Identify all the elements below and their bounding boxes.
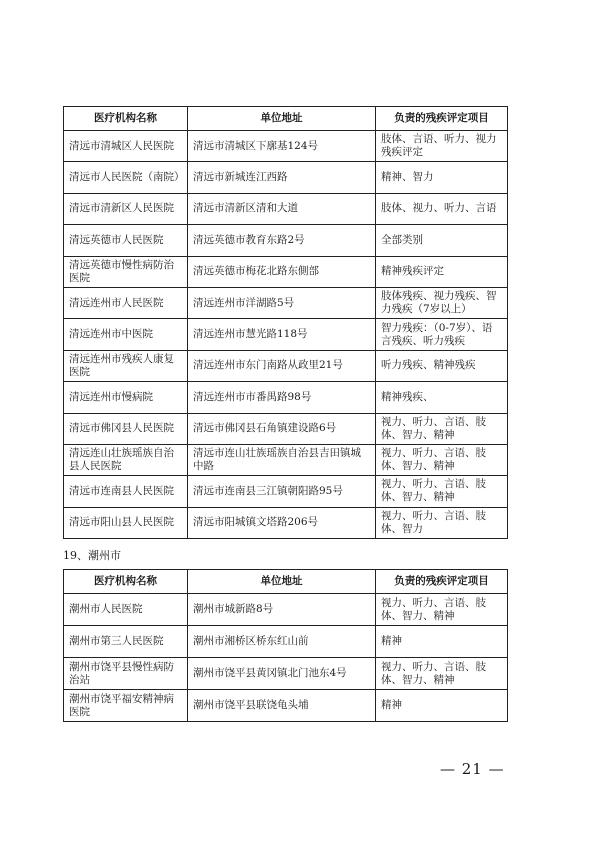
cell-assessment-items: 听力残疾、精神残疾 [376, 350, 508, 381]
cell-address: 潮州市饶平县联饶龟头埔 [188, 690, 376, 722]
header-institution: 医疗机构名称 [64, 107, 188, 131]
page-number: — 21 — [440, 760, 505, 778]
table-row [64, 350, 508, 381]
cell-assessment-items: 肢体、视力、听力、言语 [376, 193, 508, 224]
cell-address: 清远连州市慧光路118号 [188, 319, 376, 350]
hospital-table-qingyuan [63, 106, 508, 539]
cell-assessment-items: 肢体、言语、听力、视力残疾评定 [376, 131, 508, 162]
cell-assessment-items: 视力、听力、言语、肢体、智力、精神 [376, 658, 508, 690]
cell-address: 清远英德市梅花北路东側部 [188, 256, 376, 287]
cell-address: 清远市连山壮族瑶族自治县吉田镇城中路 [188, 444, 376, 475]
table-row [64, 162, 508, 193]
cell-address: 清远市阳城镇文塔路206号 [188, 507, 376, 538]
cell-institution-name: 清远连州市中医院 [64, 319, 188, 350]
cell-institution-name: 潮州市饶平福安精神病医院 [64, 690, 188, 722]
cell-address: 清远市清新区清和大道 [188, 193, 376, 224]
table-row [64, 287, 508, 318]
cell-address: 清远市连南县三江镇朝阳路95号 [188, 476, 376, 507]
cell-institution-name: 清远市清新区人民医院 [64, 193, 188, 224]
table-row [64, 193, 508, 224]
table-row [64, 444, 508, 475]
cell-address: 清远连州市市番禺路98号 [188, 382, 376, 413]
cell-assessment-items: 视力、听力、言语、肢体、智力 [376, 507, 508, 538]
cell-assessment-items: 视力、听力、言语、肢体、智力、精神 [376, 594, 508, 626]
cell-address: 清远连州市东门南路从政里21号 [188, 350, 376, 381]
cell-institution-name: 清远市阳山县人民医院 [64, 507, 188, 538]
cell-assessment-items: 精神 [376, 626, 508, 658]
cell-assessment-items: 视力、听力、言语、肢体、智力、精神 [376, 476, 508, 507]
cell-assessment-items: 智力残疾：（0-7岁）、语言残疾、听力残疾 [376, 319, 508, 350]
cell-institution-name: 潮州市人民医院 [64, 594, 188, 626]
cell-institution-name: 清远连山壮族瑶族自治县人民医院 [64, 444, 188, 475]
cell-assessment-items: 视力、听力、言语、肢体、智力、精神 [376, 444, 508, 475]
header-address: 单位地址 [188, 570, 376, 594]
table-row [64, 476, 508, 507]
header-address: 单位地址 [188, 107, 376, 131]
cell-address: 潮州市饶平县黄冈镇北门池东4号 [188, 658, 376, 690]
cell-assessment-items: 视力、听力、言语、肢体、智力、精神 [376, 413, 508, 444]
cell-institution-name: 清远市人民医院（南院） [64, 162, 188, 193]
header-assessment-items: 负责的残疾评定项目 [376, 570, 508, 594]
cell-assessment-items: 精神残疾评定 [376, 256, 508, 287]
cell-address: 清远市佛冈县石角镇建设路6号 [188, 413, 376, 444]
cell-institution-name: 潮州市第三人民医院 [64, 626, 188, 658]
cell-assessment-items: 全部类别 [376, 225, 508, 256]
table-row [64, 131, 508, 162]
cell-address: 清远市清城区下廓基124号 [188, 131, 376, 162]
cell-assessment-items: 精神、智力 [376, 162, 508, 193]
table-header-row [64, 107, 508, 131]
cell-address: 清远连州市洋湖路5号 [188, 287, 376, 318]
table-row [64, 225, 508, 256]
hospital-table-chaozhou [63, 569, 508, 722]
cell-institution-name: 清远连州市人民医院 [64, 287, 188, 318]
table-row [64, 690, 508, 722]
table-row [64, 382, 508, 413]
header-assessment-items: 负责的残疾评定项目 [376, 107, 508, 131]
cell-address: 清远市新城连江西路 [188, 162, 376, 193]
header-institution: 医疗机构名称 [64, 570, 188, 594]
cell-address: 潮州市城新路8号 [188, 594, 376, 626]
table-header-row [64, 570, 508, 594]
table-row [64, 256, 508, 287]
cell-institution-name: 清远英德市人民医院 [64, 225, 188, 256]
table-row [64, 658, 508, 690]
cell-institution-name: 清远市佛冈县人民医院 [64, 413, 188, 444]
cell-institution-name: 清远英德市慢性病防治医院 [64, 256, 188, 287]
cell-institution-name: 潮州市饶平县慢性病防治站 [64, 658, 188, 690]
cell-address: 潮州市湘桥区桥东红山前 [188, 626, 376, 658]
cell-assessment-items: 精神 [376, 690, 508, 722]
cell-assessment-items: 肢体残疾、视力残疾、智力残疾（7岁以上） [376, 287, 508, 318]
cell-institution-name: 清远市清城区人民医院 [64, 131, 188, 162]
cell-institution-name: 清远连州市慢病院 [64, 382, 188, 413]
cell-assessment-items: 精神残疾、 [376, 382, 508, 413]
cell-address: 清远英德市教育东路2号 [188, 225, 376, 256]
section-title-chaozhou: 19、潮州市 [63, 549, 121, 562]
table-row [64, 594, 508, 626]
table-row [64, 413, 508, 444]
cell-institution-name: 清远连州市残疾人康复医院 [64, 350, 188, 381]
cell-institution-name: 清远市连南县人民医院 [64, 476, 188, 507]
table-row [64, 507, 508, 538]
table-row [64, 319, 508, 350]
table-row [64, 626, 508, 658]
